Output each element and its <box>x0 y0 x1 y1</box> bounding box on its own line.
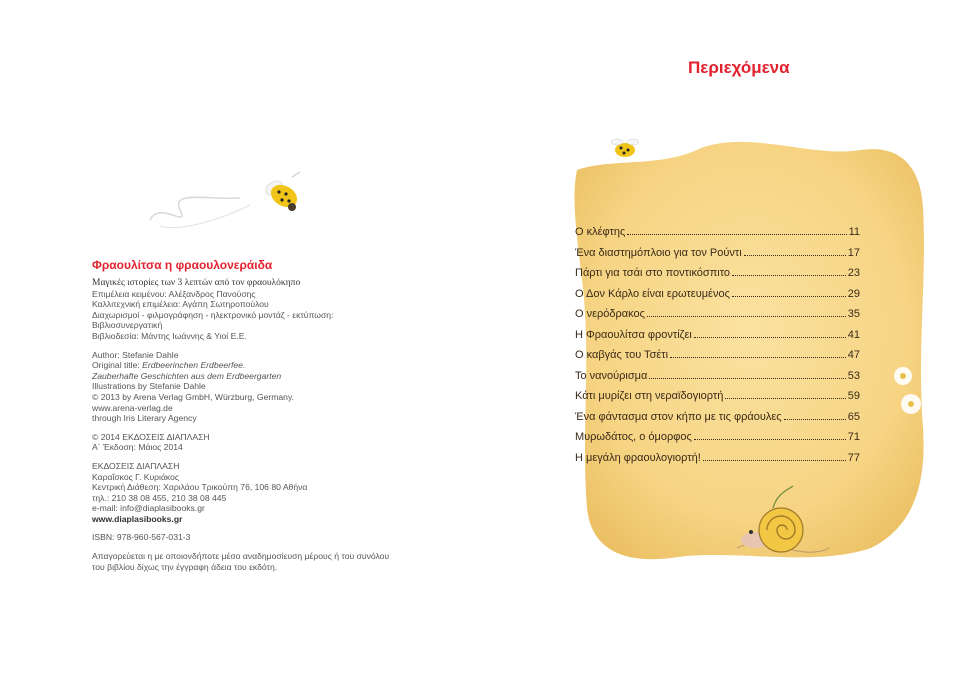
book-title: Φραουλίτσα η φραουλονεράιδα <box>92 258 273 272</box>
toc-entry[interactable]: Ένα φάντασμα στον κήπο με τις φράουλες 65 <box>575 410 860 423</box>
agency-line: through Iris Literary Agency <box>92 413 197 424</box>
credit-line: Βιβλιοσυνεργατική <box>92 320 163 331</box>
edition-line: Α΄ Έκδοση: Μάιος 2014 <box>92 442 183 453</box>
toc-entry[interactable]: Το νανούρισμα 53 <box>575 369 860 382</box>
website-link[interactable]: www.diaplasibooks.gr <box>92 513 183 524</box>
toc-entry[interactable]: Μυρωδάτος, ο όμορφος 71 <box>575 431 860 443</box>
copyright-arena: © 2013 by Arena Verlag GmbH, Würzburg, Germany. <box>92 391 295 402</box>
arena-url: www.arena-verlag.de <box>92 402 173 413</box>
ladybug-icon <box>595 130 655 170</box>
credit-line: Διαχωρισμοί - φιλμογράφηση - ηλεκτρονικό μοντάζ - εκτύπωση: <box>92 309 334 320</box>
legal-line: Απαγορεύεται η με οποιονδήποτε μέσο αναδημοσίευση μέρους ή του συνόλου <box>92 551 390 562</box>
toc-entry[interactable]: Ο κλέφτης 11 <box>575 226 860 238</box>
right-page <box>483 0 966 680</box>
publisher-line: τηλ.: 210 38 08 455, 210 38 08 445 <box>92 492 227 503</box>
copyright-diaplasi: © 2014 ΕΚΔΟΣΕΙΣ ΔΙΑΠΛΑΣΗ <box>92 431 210 442</box>
toc-entry[interactable]: Πάρτι για τσάι στο ποντικόσπιτο 23 <box>575 267 860 279</box>
original-title-line-2: Zauberhafte Geschichten aus dem Erdbeergarten <box>92 370 282 381</box>
ladybug-illustration <box>140 160 320 240</box>
toc-entry[interactable]: Ο καβγάς του Τσέτι 47 <box>575 349 860 361</box>
credit-line: Επιμέλεια κειμένου: Αλέξανδρος Πανούσης <box>92 288 256 299</box>
toc-entry[interactable]: Η Φραουλίτσα φροντίζει 41 <box>575 328 860 341</box>
publisher-line: Κεντρική Διάθεση: Χαριλάου Τρικούπη 76, 106 80 Αθήνα <box>92 482 308 493</box>
author-line: Author: Stefanie Dahle <box>92 349 179 360</box>
toc-entry[interactable]: Ο νερόδρακος 35 <box>575 308 860 320</box>
credit-line: Καλλιτεχνική επιμέλεια: Αγάπη Σωτηροπούλου <box>92 299 269 310</box>
isbn-line: ISBN: 978-960-567-031-3 <box>92 532 191 543</box>
toc-entry[interactable]: Ένα διαστημόπλοιο για τον Ρούντι 17 <box>575 246 860 259</box>
imprint-credits <box>92 278 462 572</box>
publisher-line: ΕΚΔΟΣΕΙΣ ΔΙΑΠΛΑΣΗ <box>92 460 180 471</box>
legal-line: του βιβλίου δίχως την έγγραφη άδεια του εκδότη. <box>92 561 278 572</box>
original-title-line: Original title: Erdbeerinchen Erdbeerfee. <box>92 360 246 371</box>
toc-title: Περιεχόμενα <box>688 58 790 77</box>
toc-entry[interactable]: Η μεγάλη φραουλογιορτή! 77 <box>575 451 860 464</box>
toc-entry[interactable]: Ο Δον Κάρλο είναι ερωτευμένος 29 <box>575 287 860 300</box>
snail-illustration <box>733 484 833 564</box>
book-subtitle: Μαγικές ιστορίες των 3 λεπτών από τον φραουλόκηπο <box>92 278 301 288</box>
publisher-line: Καραΐσκος Γ. Κυριάκος <box>92 471 180 482</box>
table-of-contents <box>575 226 860 472</box>
illustrations-line: Illustrations by Stefanie Dahle <box>92 381 206 392</box>
flower-illustration <box>871 358 931 428</box>
toc-entry[interactable]: Κάτι μυρίζει στη νεραϊδογιορτή 59 <box>575 390 860 402</box>
credit-line: Βιβλιοδεσία: Μάντης Ιωάννης & Υιοί Ε.Ε. <box>92 330 247 341</box>
publisher-line: e-mail: info@diaplasibooks.gr <box>92 503 205 514</box>
